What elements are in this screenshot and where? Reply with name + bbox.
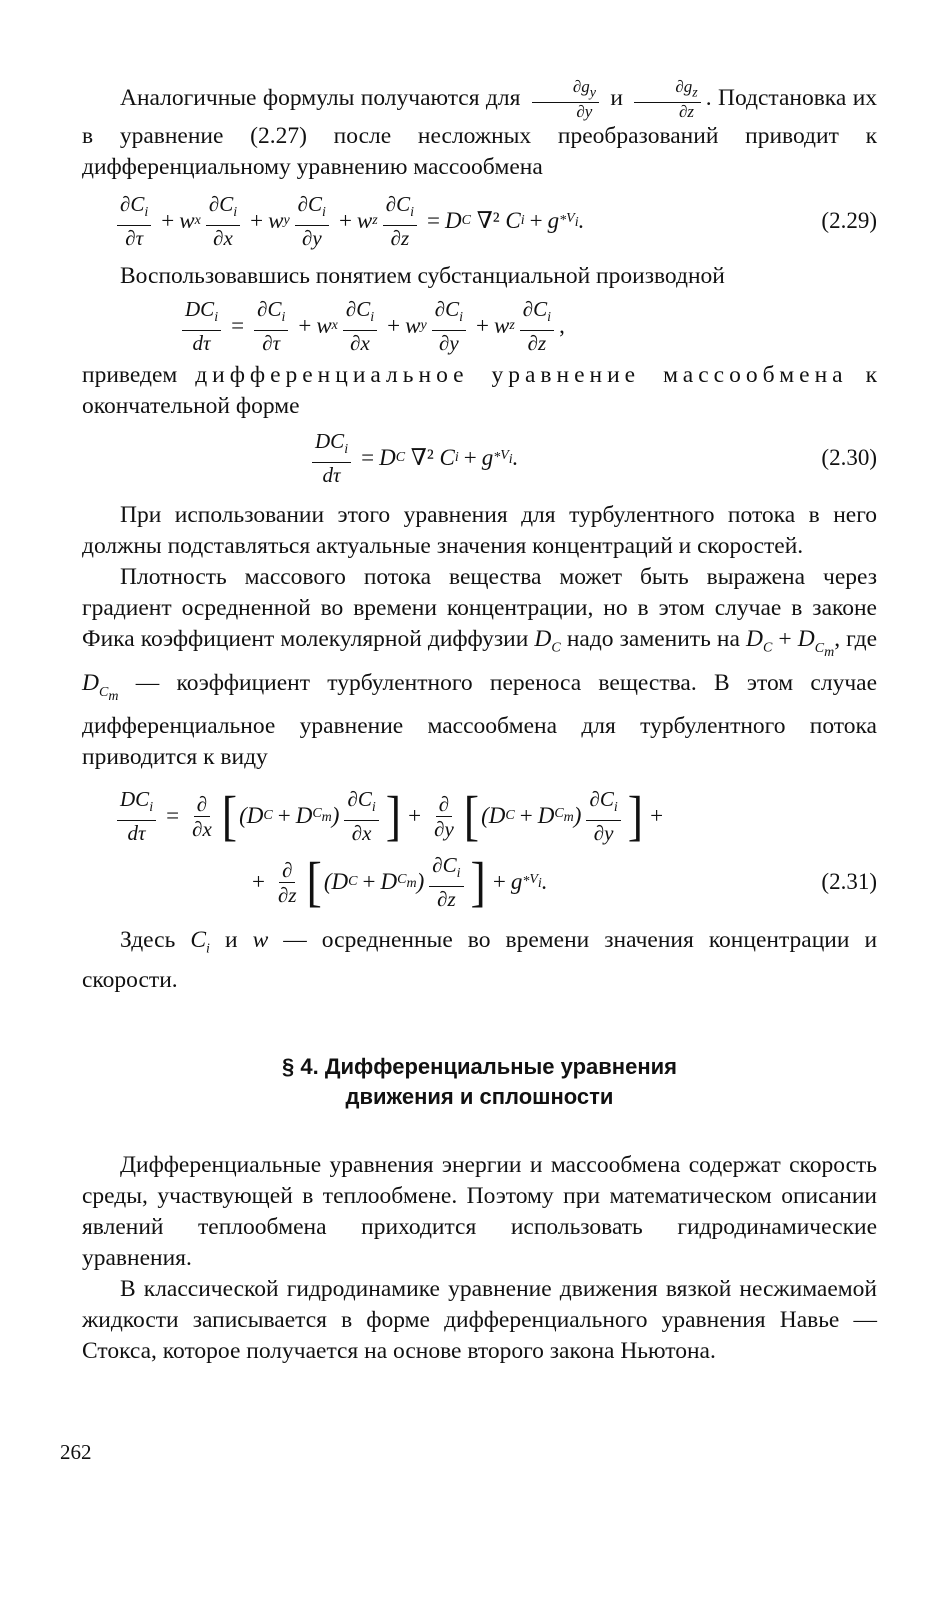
fraction-dg-dy: $\frac{\partial g_y}{\partial y}$	[532, 78, 599, 121]
equation-2-30: $\frac{DC_i}{d\tau}$ = D C ∇² C i + g * $V_i$ . (2.30)	[82, 428, 877, 488]
equation-number: (2.31)	[821, 869, 877, 895]
section-heading-line2: движения и сплошности	[345, 1084, 614, 1110]
paragraph-turbulent-flow: При использовании этого уравнения для турбулентного потока в него должны подставляться актуальные значения концентраций и скоростей.	[82, 502, 877, 560]
paragraph-analog-formulas: Аналогичные формулы получаются для $\frac{\partial g_y}{\partial y}$ и $\frac{\partial g_z}{\partial z}$ . Подстановка их в уравнение (2.27) после несложных преобразований приводит к дифференциальному уравнению массообмена	[82, 77, 878, 181]
paragraph-substantial-derivative: Воспользовавшись понятием субстанциальной производной	[120, 263, 725, 290]
page-content	[82, 78, 877, 1367]
equation-2-29: $\frac{\partial C_i}{\partial\tau}$ + w x $\frac{\partial C_i}{\partial x}$ + w y $\frac{\partial C_i}{\partial y}$ + w z $\frac{\partial C_i}{\partial z}$ = D C ∇² C i + g * $V_i$ . (2.29)	[82, 191, 877, 251]
paragraph-navier-stokes: В классической гидродинамике уравнение движения вязкой несжимаемой жидкости записывается в форме дифференциального уравнения Навье — Стокса, которое получается на основе второго закона Ньютона.	[82, 1276, 877, 1365]
paragraph-averaged-values: Здесь $C_i$ и w — осредненные во времени значения концентрации и скорости.	[82, 927, 878, 994]
section-heading-line1: § 4. Дифференциальные уравнения	[282, 1054, 677, 1080]
equation-2-31-line2: + $\frac{\partial}{\partial z}$ [ (D C + D $C_т$ ) $\frac{\partial C_i}{\partial z}$ ] + g * $V_i$ . (2.31)	[252, 851, 877, 913]
paragraph-energy-mass-equations: Дифференциальные уравнения энергии и массообмена содержат скорость среды, участвующей в теплообмене. Поэтому при математическом описании явлений теплообмена приходится использовать гидродинамические уравнения.	[82, 1152, 877, 1272]
equation-substantial-derivative: $\frac{DC_i}{d\tau}$ = $\frac{\partial C_i}{\partial\tau}$ + w x $\frac{\partial C_i}{\partial x}$ + w y $\frac{\partial C_i}{\partial y}$ + w z $\frac{\partial C_i}{\partial z}$ ,	[82, 296, 877, 356]
section-heading	[82, 1052, 877, 1112]
paragraph-mass-flux-density: Плотность массового потока вещества может быть выражена через градиент осредненной во времени концентрации, но в этом случае в законе Фика коэффициент молекулярной диффузии $D_C$ надо заменить на $D_C + D_{C_т}$, где $D_{C_т}$ — коэффициент турбулентного переноса вещества. В этом случае дифференциальное уравнение массообмена для турбулентного потока приводится к виду	[82, 564, 878, 771]
equation-2-31-line1: $\frac{DC_i}{d\tau}$ = $\frac{\partial}{\partial x}$ [ (D C + D $C_т$ ) $\frac{\partial C_i}{\partial x}$ ] + $\frac{\partial}{\partial y}$ [ (D C + D $C_т$ ) $\frac{\partial C_i}{\partial y}$ ] +	[82, 783, 877, 849]
equation-number: (2.30)	[821, 445, 877, 471]
paragraph-final-form: приведем дифференциальное уравнение массообмена к окончательной форме	[82, 362, 878, 420]
page-number: 262	[60, 1440, 92, 1464]
fraction-dg-dz: $\frac{\partial g_z}{\partial z}$	[634, 78, 700, 121]
equation-number: (2.29)	[821, 208, 877, 234]
